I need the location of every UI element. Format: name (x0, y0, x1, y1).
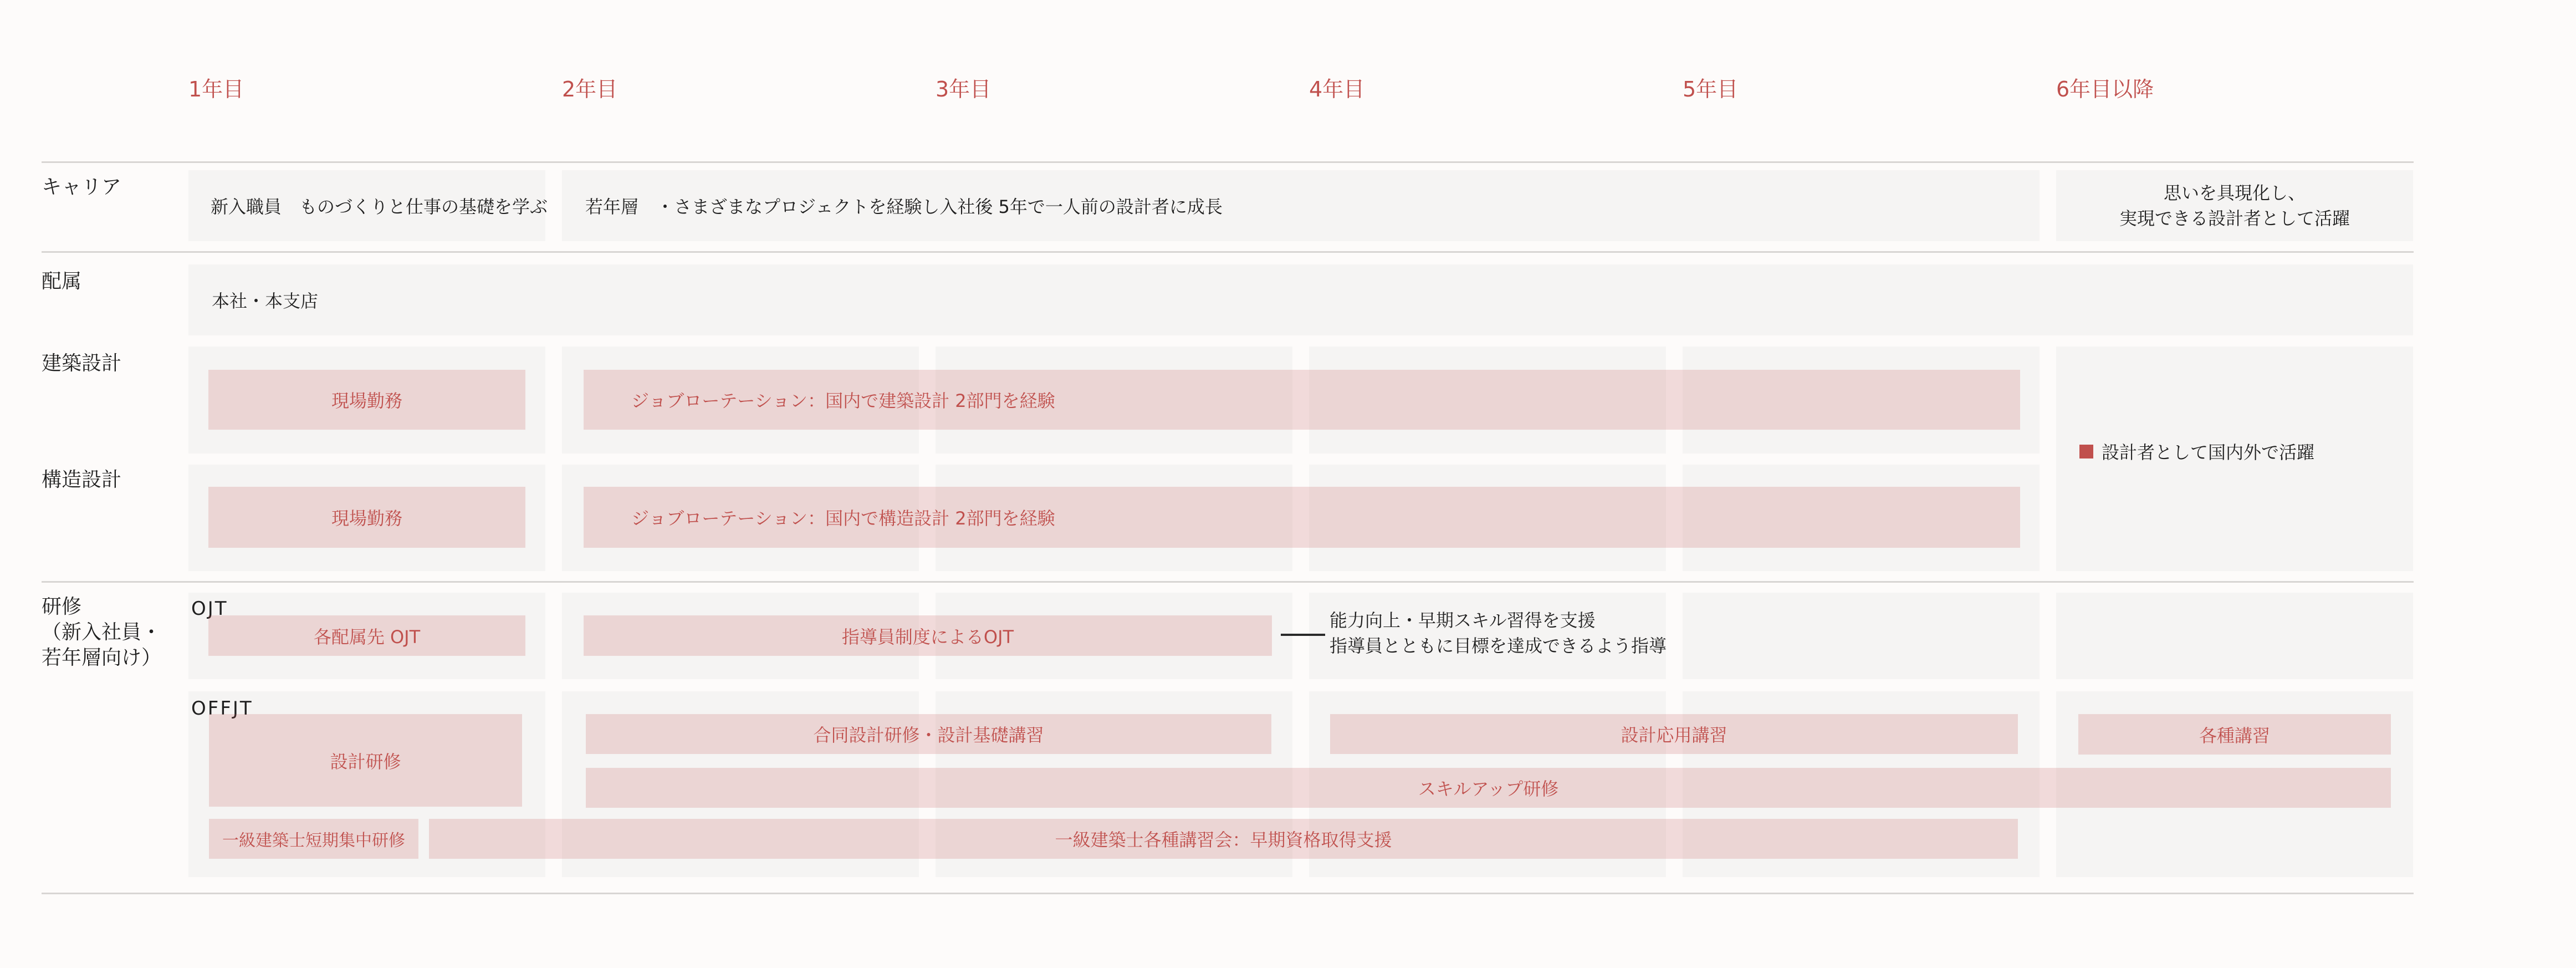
designer-note-marker-icon (2079, 445, 2093, 458)
struct-onsite-bar: 現場勤務 (208, 487, 525, 548)
row-label-training-line1: 研修 (42, 595, 82, 618)
year-label-2: 2年目 (562, 77, 618, 101)
divider-below-career (42, 251, 2414, 253)
grid-band-ojt-col5 (1683, 593, 2040, 679)
divider-bottom (42, 893, 2414, 894)
offjt-license-courses-bar: 一級建築士各種講習会：早期資格取得支援 (429, 819, 2018, 859)
struct-rotation-bar: ジョブローテーション：国内で構造設計 2部門を経験 (584, 487, 2020, 548)
offjt-skillup-bar: スキルアップ研修 (586, 768, 2391, 808)
career-future-line2: 実現できる設計者として活躍 (2119, 208, 2350, 229)
divider-below-design (42, 581, 2414, 583)
year-label-5: 5年目 (1683, 77, 1739, 101)
offjt-design-training-bar: 設計研修 (209, 714, 522, 807)
offjt-applied-bar: 設計応用講習 (1330, 714, 2018, 754)
year-label-4: 4年目 (1309, 77, 1365, 101)
divider-top (42, 161, 2414, 163)
row-label-training (42, 594, 161, 671)
offjt-heading: OFFJT (191, 697, 253, 720)
career-newcomer-band: 新入職員 ものづくりと仕事の基礎を学ぶ (188, 170, 545, 241)
row-label-structural: 構造設計 (42, 468, 122, 491)
career-future-band (2056, 170, 2413, 241)
row-label-training-line2: （新入社員・ (42, 621, 162, 644)
offjt-joint-basic-bar: 合同設計研修・設計基礎講習 (586, 714, 1271, 754)
grid-band-ojt-col6 (2056, 593, 2413, 679)
connector-line (1281, 634, 1325, 636)
career-future-line1: 思いを具現化し、 (2163, 182, 2306, 203)
ojt-note-line1: 能力向上・早期スキル習得を支援 (1330, 610, 1596, 631)
year-label-1: 1年目 (188, 77, 244, 101)
offjt-intensive-bar: 一級建築士短期集中研修 (209, 819, 418, 859)
offjt-various-bar: 各種講習 (2078, 714, 2391, 755)
assignment-band: 本社・本支店 (188, 264, 2413, 335)
ojt-heading: OJT (191, 598, 228, 620)
year-label-6: 6年目以降 (2056, 77, 2154, 101)
row-label-career: キャリア (42, 176, 122, 198)
arch-onsite-bar: 現場勤務 (208, 370, 525, 430)
ojt-note (1330, 608, 1667, 659)
year-label-3: 3年目 (936, 77, 991, 101)
career-young-band: 若年層 ・さまざまなプロジェクトを経験し入社後 5年で一人前の設計者に成長 (562, 170, 2040, 241)
ojt-assigned-bar: 各配属先 OJT (208, 615, 525, 656)
ojt-note-line2: 指導員とともに目標を達成できるよう指導 (1330, 635, 1667, 656)
row-label-architectural: 建築設計 (42, 352, 122, 375)
row-label-assignment: 配属 (42, 270, 82, 293)
row-label-training-line3: 若年層向け） (42, 646, 162, 669)
designer-note-text: 設計者として国内外で活躍 (2102, 442, 2315, 463)
arch-rotation-bar: ジョブローテーション：国内で建築設計 2部門を経験 (584, 370, 2020, 430)
ojt-mentor-bar: 指導員制度によるOJT (584, 615, 1272, 656)
